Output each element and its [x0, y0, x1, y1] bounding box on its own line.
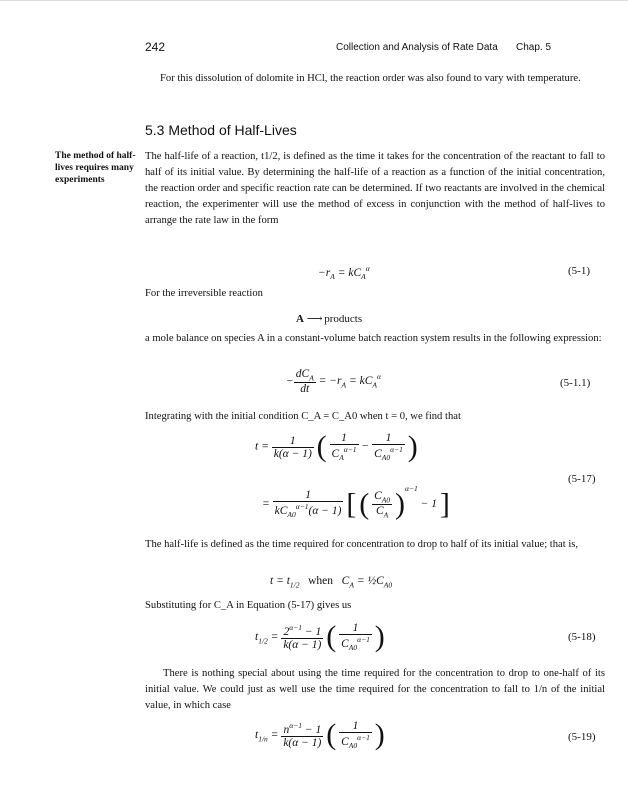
half-life-condition: $t = t_{1/2}$ when $C_A$ = $\frac{1}{2}C_{A0}$ — [270, 575, 393, 590]
equation-5-19: $t_{1/n}$ = $\frac{n^{\alpha-1} - 1}{k(\alpha - 1)}$ ( $\frac{1}{C_{A0}^{\alpha-1}}$ ) — [255, 718, 385, 751]
equation-5-18-label: (5-18) — [568, 631, 596, 643]
paragraph-3: a mole balance on species A in a constant-volume batch reaction system results in the following expression: — [145, 333, 602, 344]
equation-5-17-label: (5-17) — [568, 473, 596, 485]
paragraph-2: For the irreversible reaction — [145, 288, 263, 299]
intro-text: For this dissolution of dolomite in HCl, the reaction order was also found to vary with temperature. — [160, 73, 581, 84]
equation-5-1-1: − $\frac{dC_A}{dt}$ = $-r_A = kC_A^\alpha$ — [286, 368, 381, 396]
paragraph-4: Integrating with the initial condition C_A = C_A0 when t = 0, we find that — [145, 411, 461, 422]
running-title: Collection and Analysis of Rate Data — [336, 42, 498, 53]
equation-5-18: $t_{1/2}$ = $\frac{2^{\alpha-1} - 1}{k(\alpha - 1)}$ ( $\frac{1}{C_{A0}^{\alpha-1}}$ ) — [255, 620, 385, 653]
page-number: 242 — [145, 40, 166, 54]
paragraph-5: The half-life is defined as the time required for concentration to drop to half of its initial value; that is, — [145, 539, 579, 550]
paragraph-7: There is nothing special about using the time required for the concentration to drop to one-half of its initial value. We could just as well use the time required for the concentration to fall to 1/n of the initial value, in which case — [145, 668, 605, 711]
paragraph-1: The half-life of a reaction, t1/2, is defined as the time it takes for the concentration of the reactant to fall to half of its initial value. By determining the half-life of a reaction as a function of the initial concentration, the reaction order and specific reaction rate can be determined. If two reactants are involved in the chemical reaction, the experimenter will use the method of excess in conjunction with the method of half-lives to arrange the rate law in the form — [145, 151, 605, 226]
reaction-equation: A ⟶ products — [296, 313, 363, 325]
equation-5-1-label: (5-1) — [568, 265, 590, 277]
equation-5-17-line2: = $\frac{1}{kC_{A0}^{\alpha-1}(\alpha - 1)}$ [ ( $\frac{C_{A0}}{C_A}$ )$^{\alpha-1}$ − 1 ] — [262, 484, 450, 521]
margin-note: The method of half-lives requires many experiments — [55, 151, 136, 185]
equation-5-17-line1: t = $\frac{1}{k(\alpha - 1)}$ ( $\frac{1}{C_A^{\alpha-1}}$ − $\frac{1}{C_{A0}^{\alpha-1}}$ ) — [255, 430, 418, 463]
equation-5-1-1-label: (5-1.1) — [560, 377, 591, 389]
section-heading: 5.3 Method of Half-Lives — [145, 122, 297, 138]
equation-5-19-label: (5-19) — [568, 731, 596, 743]
equation-5-1: $-r_A = kC_A^\alpha$ — [318, 264, 370, 282]
chapter-label: Chap. 5 — [516, 42, 552, 53]
top-rule — [0, 0, 628, 1]
paragraph-6: Substituting for C_A in Equation (5-17) gives us — [145, 600, 352, 611]
